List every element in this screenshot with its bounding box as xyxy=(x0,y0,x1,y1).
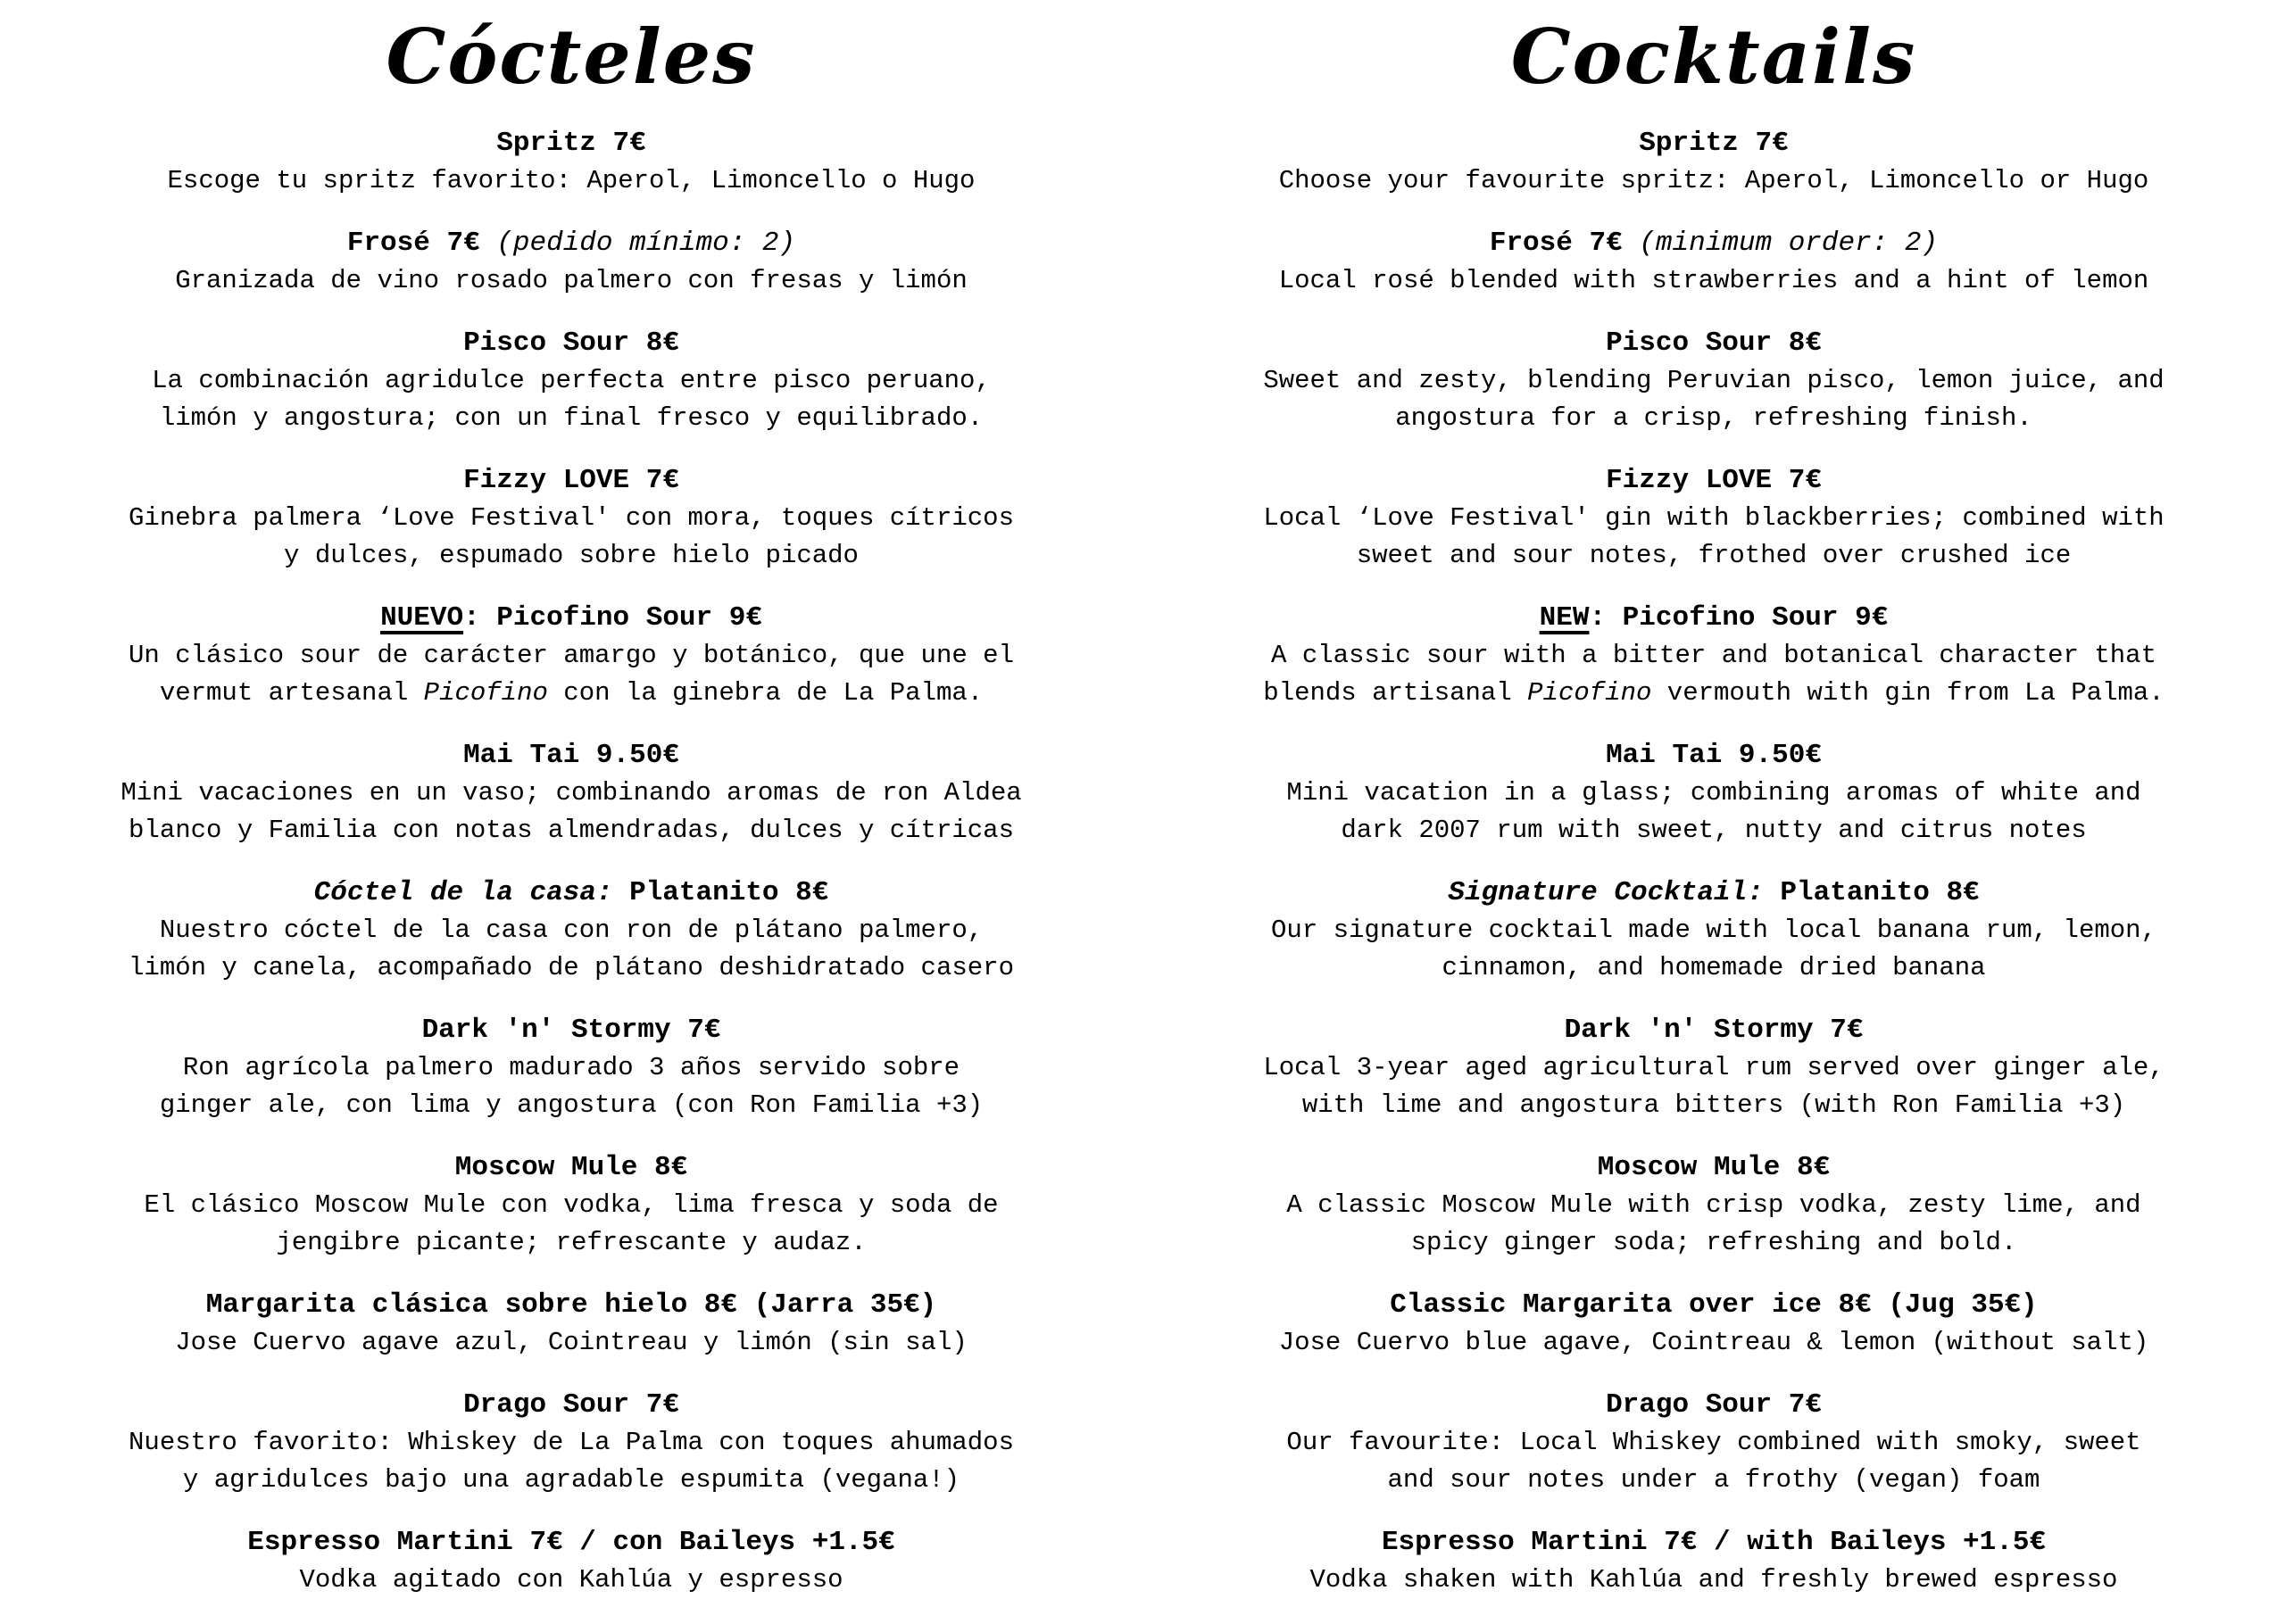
text-segment: Jose Cuervo blue agave, Cointreau & lemon (without salt) xyxy=(1278,1328,2149,1357)
menu-item xyxy=(1160,225,2267,300)
text-segment: vermut artesanal xyxy=(159,678,424,708)
text-segment: con la ginebra de La Palma. xyxy=(547,678,984,708)
menu-item xyxy=(18,1012,1125,1124)
item-description-line xyxy=(18,400,1125,437)
text-segment: Choose your favourite spritz: Aperol, Limoncello or Hugo xyxy=(1278,166,2149,195)
item-name xyxy=(18,737,1125,775)
menu-item xyxy=(18,1524,1125,1599)
item-description-line xyxy=(1160,775,2267,812)
text-segment: (minimum order: 2) xyxy=(1639,228,1939,259)
item-description xyxy=(18,1562,1125,1599)
item-description xyxy=(18,1049,1125,1124)
text-segment: Moscow Mule 8€ xyxy=(1597,1152,1831,1183)
item-description-line xyxy=(1160,262,2267,300)
item-name xyxy=(18,1012,1125,1049)
item-description xyxy=(18,262,1125,300)
item-description xyxy=(18,362,1125,437)
menu-item xyxy=(18,1387,1125,1499)
item-description-line xyxy=(18,162,1125,200)
text-segment: Classic Margarita over ice 8€ (Jug 35€) xyxy=(1390,1289,2038,1321)
text-segment: A classic Moscow Mule with crisp vodka, zesty lime, and xyxy=(1286,1190,2141,1220)
text-segment: y agridulces bajo una agradable espumita (vegana!) xyxy=(182,1465,960,1495)
text-segment: Pisco Sour 8€ xyxy=(1606,327,1822,359)
item-description-line xyxy=(1160,1424,2267,1462)
item-name xyxy=(18,462,1125,500)
text-segment: Ron agrícola palmero madurado 3 años servido sobre xyxy=(182,1053,960,1082)
text-segment: and sour notes under a frothy (vegan) foam xyxy=(1387,1465,2040,1495)
item-description xyxy=(1160,1049,2267,1124)
text-segment: Fizzy LOVE 7€ xyxy=(1606,465,1822,496)
item-description xyxy=(1160,162,2267,200)
text-segment: Pisco Sour 8€ xyxy=(463,327,679,359)
item-name xyxy=(18,325,1125,362)
text-segment: La combinación agridulce perfecta entre pisco peruano, xyxy=(152,366,991,395)
menu-item xyxy=(18,462,1125,575)
item-description xyxy=(1160,262,2267,300)
item-description-line xyxy=(1160,675,2267,712)
text-segment: (pedido mínimo: 2) xyxy=(496,228,796,259)
text-segment: Escoge tu spritz favorito: Aperol, Limoncello o Hugo xyxy=(167,166,976,195)
item-name xyxy=(1160,874,2267,912)
menu-item xyxy=(1160,600,2267,712)
text-segment: Mini vacation in a glass; combining aromas of white and xyxy=(1286,778,2141,808)
item-description xyxy=(1160,775,2267,849)
item-description-line xyxy=(1160,637,2267,675)
text-segment: Drago Sour 7€ xyxy=(463,1389,679,1421)
text-segment: Espresso Martini 7€ / with Baileys +1.5€ xyxy=(1381,1527,2047,1558)
item-name xyxy=(1160,1524,2267,1562)
text-segment: ginger ale, con lima y angostura (con Ron Familia +3) xyxy=(159,1090,984,1120)
menu-item xyxy=(18,874,1125,987)
item-description-line xyxy=(1160,912,2267,949)
text-segment: Local 3-year aged agricultural rum served over ginger ale, xyxy=(1263,1053,2165,1082)
item-description xyxy=(18,775,1125,849)
item-description-line xyxy=(18,775,1125,812)
item-name xyxy=(1160,462,2267,500)
menu-title-spanish: Cócteles xyxy=(386,12,757,101)
item-description-line xyxy=(1160,162,2267,200)
text-segment: dark 2007 rum with sweet, nutty and citrus notes xyxy=(1341,816,2087,845)
menu-item xyxy=(1160,125,2267,200)
text-segment: jengibre picante; refrescante y audaz. xyxy=(276,1228,867,1257)
menu-item xyxy=(18,225,1125,300)
item-description-line xyxy=(1160,1224,2267,1262)
text-segment: Our favourite: Local Whiskey combined with smoky, sweet xyxy=(1286,1428,2141,1457)
text-segment: Local ‘Love Festival' gin with blackberries; combined with xyxy=(1263,503,2165,533)
item-description-line xyxy=(18,1562,1125,1599)
item-description xyxy=(1160,912,2267,987)
menu-item xyxy=(18,600,1125,712)
text-segment: y dulces, espumado sobre hielo picado xyxy=(284,541,859,570)
item-description-line xyxy=(1160,500,2267,537)
text-segment: Spritz 7€ xyxy=(1639,128,1789,159)
menu-column-english xyxy=(1142,7,2285,1624)
text-segment: cinnamon, and homemade dried banana xyxy=(1442,953,1986,982)
item-description-line xyxy=(1160,1562,2267,1599)
text-segment: Platanito 8€ xyxy=(612,877,829,908)
text-segment: Dark 'n' Stormy 7€ xyxy=(1564,1015,1864,1046)
item-description-line xyxy=(18,1424,1125,1462)
text-segment: NEW xyxy=(1539,602,1590,634)
item-description-line xyxy=(1160,1462,2267,1499)
text-segment: Mai Tai 9.50€ xyxy=(1606,740,1822,771)
item-description-line xyxy=(1160,362,2267,400)
text-segment: : Picofino Sour 9€ xyxy=(463,602,762,634)
item-description-line xyxy=(18,1087,1125,1124)
menu-item xyxy=(1160,1012,2267,1124)
item-description-line xyxy=(18,1049,1125,1087)
text-segment: Espresso Martini 7€ / con Baileys +1.5€ xyxy=(247,1527,895,1558)
text-segment: Un clásico sour de carácter amargo y botánico, que une el xyxy=(129,641,1014,670)
item-name xyxy=(18,225,1125,262)
item-description xyxy=(1160,1424,2267,1499)
item-description-line xyxy=(18,537,1125,575)
item-description xyxy=(1160,1562,2267,1599)
text-segment: Jose Cuervo agave azul, Cointreau y limón (sin sal) xyxy=(175,1328,968,1357)
text-segment: Spritz 7€ xyxy=(496,128,646,159)
item-name xyxy=(1160,1149,2267,1187)
text-segment: blends artisanal xyxy=(1263,678,1528,708)
text-segment: Granizada de vino rosado palmero con fresas y limón xyxy=(175,266,968,295)
item-description-line xyxy=(18,949,1125,987)
item-name xyxy=(18,600,1125,637)
text-segment: angostura for a crisp, refreshing finish. xyxy=(1395,403,2032,433)
item-name xyxy=(1160,1387,2267,1424)
item-description-line xyxy=(1160,400,2267,437)
text-segment: limón y canela, acompañado de plátano deshidratado casero xyxy=(129,953,1014,982)
item-description-line xyxy=(18,262,1125,300)
item-description-line xyxy=(18,1224,1125,1262)
menu-item xyxy=(18,1149,1125,1262)
menu-title-english: Cocktails xyxy=(1510,12,1917,101)
menu-items-spanish xyxy=(18,125,1125,1624)
menu-column-spanish xyxy=(0,7,1142,1624)
menu-item xyxy=(1160,1149,2267,1262)
item-description xyxy=(18,912,1125,987)
item-name xyxy=(1160,737,2267,775)
item-name xyxy=(1160,325,2267,362)
item-name xyxy=(1160,1287,2267,1324)
item-description-line xyxy=(1160,1187,2267,1224)
item-description xyxy=(18,1187,1125,1262)
text-segment: Mini vacaciones en un vaso; combinando aromas de ron Aldea xyxy=(120,778,1022,808)
text-segment: sweet and sour notes, frothed over crushed ice xyxy=(1356,541,2072,570)
item-description-line xyxy=(18,362,1125,400)
item-description-line xyxy=(18,675,1125,712)
text-segment: Sweet and zesty, blending Peruvian pisco, lemon juice, and xyxy=(1263,366,2165,395)
item-name xyxy=(18,1524,1125,1562)
text-segment: Margarita clásica sobre hielo 8€ (Jarra 35€) xyxy=(205,1289,937,1321)
text-segment: Vodka agitado con Kahlúa y espresso xyxy=(299,1565,843,1595)
menu-item xyxy=(1160,325,2267,437)
menu-item xyxy=(1160,737,2267,849)
item-description-line xyxy=(18,812,1125,849)
text-segment: Local rosé blended with strawberries and a hint of lemon xyxy=(1278,266,2149,295)
item-description xyxy=(1160,500,2267,575)
text-segment: NUEVO xyxy=(380,602,464,634)
text-segment: Picofino xyxy=(1527,678,1652,708)
item-name xyxy=(18,1387,1125,1424)
item-name xyxy=(18,874,1125,912)
item-description-line xyxy=(1160,1324,2267,1362)
item-description-line xyxy=(18,1187,1125,1224)
item-name xyxy=(18,1149,1125,1187)
text-segment: Mai Tai 9.50€ xyxy=(463,740,679,771)
menu-item xyxy=(1160,1287,2267,1362)
item-name xyxy=(1160,600,2267,637)
item-description xyxy=(18,1424,1125,1499)
text-segment: with lime and angostura bitters (with Ron Familia +3) xyxy=(1301,1090,2126,1120)
item-description-line xyxy=(1160,537,2267,575)
item-description-line xyxy=(18,637,1125,675)
menu-item xyxy=(18,125,1125,200)
text-segment: Moscow Mule 8€ xyxy=(454,1152,688,1183)
text-segment: limón y angostura; con un final fresco y equilibrado. xyxy=(159,403,984,433)
text-segment: El clásico Moscow Mule con vodka, lima fresca y soda de xyxy=(144,1190,999,1220)
menu-item xyxy=(1160,462,2267,575)
item-name xyxy=(1160,225,2267,262)
text-segment: vermouth with gin from La Palma. xyxy=(1651,678,2165,708)
item-description-line xyxy=(1160,1049,2267,1087)
item-name xyxy=(1160,125,2267,162)
menu-item xyxy=(1160,1524,2267,1599)
item-description-line xyxy=(18,912,1125,949)
text-segment: Dark 'n' Stormy 7€ xyxy=(421,1015,721,1046)
menu-item xyxy=(1160,1387,2267,1499)
text-segment: Nuestro favorito: Whiskey de La Palma con toques ahumados xyxy=(129,1428,1014,1457)
text-segment: Cóctel de la casa: xyxy=(313,877,613,908)
item-name xyxy=(18,125,1125,162)
text-segment: Picofino xyxy=(423,678,548,708)
item-name xyxy=(1160,1012,2267,1049)
item-description xyxy=(1160,637,2267,712)
item-description-line xyxy=(1160,1087,2267,1124)
menu-items-english xyxy=(1160,125,2267,1624)
text-segment: Drago Sour 7€ xyxy=(1606,1389,1822,1421)
item-description-line xyxy=(1160,812,2267,849)
item-description-line xyxy=(1160,949,2267,987)
item-description-line xyxy=(18,1462,1125,1499)
text-segment: Fizzy LOVE 7€ xyxy=(463,465,679,496)
menu-item xyxy=(18,737,1125,849)
item-description xyxy=(1160,362,2267,437)
text-segment: Nuestro cóctel de la casa con ron de plátano palmero, xyxy=(159,916,984,945)
item-description-line xyxy=(18,1324,1125,1362)
text-segment: Our signature cocktail made with local banana rum, lemon, xyxy=(1271,916,2156,945)
text-segment: : Picofino Sour 9€ xyxy=(1589,602,1889,634)
item-description xyxy=(1160,1324,2267,1362)
item-description xyxy=(18,500,1125,575)
text-segment: spicy ginger soda; refreshing and bold. xyxy=(1410,1228,2017,1257)
text-segment: Signature Cocktail: xyxy=(1448,877,1764,908)
item-description xyxy=(18,637,1125,712)
menu-item xyxy=(18,1287,1125,1362)
text-segment: Platanito 8€ xyxy=(1763,877,1980,908)
text-segment: Vodka shaken with Kahlúa and freshly brewed espresso xyxy=(1309,1565,2118,1595)
item-description xyxy=(18,1324,1125,1362)
item-description xyxy=(1160,1187,2267,1262)
text-segment: blanco y Familia con notas almendradas, dulces y cítricas xyxy=(129,816,1014,845)
text-segment: Frosé 7€ xyxy=(346,228,497,259)
item-description-line xyxy=(18,500,1125,537)
text-segment: A classic sour with a bitter and botanical character that xyxy=(1271,641,2156,670)
item-name xyxy=(18,1287,1125,1324)
text-segment: Ginebra palmera ‘Love Festival' con mora, toques cítricos xyxy=(129,503,1014,533)
menu-item xyxy=(18,325,1125,437)
text-segment: Frosé 7€ xyxy=(1489,228,1640,259)
item-description xyxy=(18,162,1125,200)
menu-item xyxy=(1160,874,2267,987)
